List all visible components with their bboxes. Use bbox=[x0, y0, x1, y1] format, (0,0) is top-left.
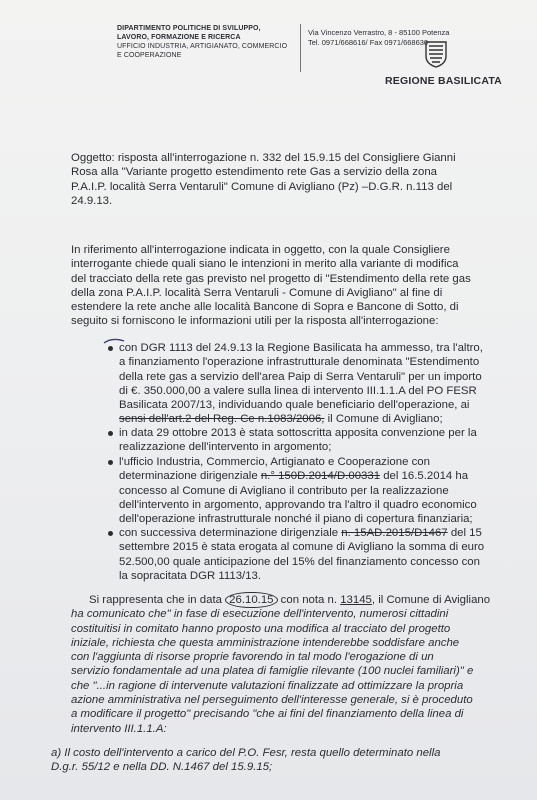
bullet-line: dell'operazione infrastrutturale nonché il piano di copertura finanziaria; bbox=[119, 513, 473, 526]
dept-line: DIPARTIMENTO POLITICHE DI SVILUPPO, bbox=[117, 25, 261, 32]
struck-text: n.° 150D.2014/D.00331 bbox=[260, 470, 381, 483]
bullet-line: in data 29 ottobre 2013 è stata sottoscritta apposita convenzione per la bbox=[119, 427, 477, 439]
bullet-line: settembre 2015 è stata erogata al comune di Avigliano la somma di euro bbox=[119, 541, 485, 554]
intro-line: estendere la rete anche alle località Bancone di Sopra e Bancone di Sotto, di bbox=[71, 301, 459, 314]
closing-line: servizio fondamentale ad una platea di famiglie rilevante (100 nuclei familiari)" e bbox=[71, 665, 474, 678]
subject-line: Oggetto: risposta all'interrogazione n. 332 del 15.9.15 del Consigliere Gianni bbox=[71, 152, 456, 164]
circled-date: 26.10.15 bbox=[225, 592, 277, 608]
bullet-line: della rete gas a servizio dell'area Paip di Serra Ventaruli" per un importo bbox=[119, 370, 482, 383]
subject-line: P.A.I.P. località Serra Ventaruli" Comune di Avigliano (Pz) –D.G.R. n.113 del bbox=[71, 180, 453, 193]
subject-line: 24.9.13. bbox=[71, 194, 113, 207]
bullet-line: realizzazione dell'intervento in argomento; bbox=[119, 441, 332, 454]
office-line: E COOPERAZIONE bbox=[117, 52, 182, 59]
closing-line: iniziale, richiesta che questa amministrazione intenderebbe soddisfare anche bbox=[71, 636, 460, 649]
intro-line: interrogante chiede quali siano le intenzioni in merito alla variante di modifica bbox=[71, 258, 459, 271]
bullet-line bbox=[119, 526, 519, 540]
phone-fax: Tel. 0971/668616/ Fax 0971/668630 bbox=[308, 38, 429, 47]
closing-line: costituitisi in comitato hanno proposto una modifica al tracciato del progetto bbox=[71, 622, 451, 635]
bullet-line: l'ufficio Industria, Commercio, Artigianato e Cooperazione con bbox=[119, 456, 430, 468]
bullet-line: concesso al Comune di Avigliano il contributo per la realizzazione bbox=[119, 484, 449, 497]
closing-text: , il Comune di Avigliano bbox=[371, 594, 491, 606]
dept-line: LAVORO, FORMAZIONE E RICERCA bbox=[117, 34, 241, 41]
struck-text: sensi dell'art.2 del Reg. Ce n.1083/2006, bbox=[119, 413, 325, 426]
bullet-text: determinazione dirigenziale bbox=[119, 470, 258, 483]
bullet-line: dell'intervento in argomento, approvando tra l'altro il quadro economico bbox=[119, 498, 477, 511]
bullet-item bbox=[119, 426, 519, 455]
region-name: REGIONE BASILICATA bbox=[385, 75, 502, 87]
office-line: UFFICIO INDUSTRIA, ARTIGIANATO, COMMERCIO bbox=[117, 43, 288, 50]
point-a-line: a) Il costo dell'intervento a carico del P.O. Fesr, resta quello determinato nella bbox=[51, 747, 441, 759]
bullet-line: di €. 350.000,00 a valere sulla linea di intervento III.1.1.A del PO FESR bbox=[119, 384, 477, 397]
bullet-marker bbox=[108, 460, 113, 465]
point-a bbox=[51, 746, 491, 775]
closing-line: ha comunicato che" in fase di esecuzione dell'intervento, numerosi cittadini bbox=[71, 608, 449, 621]
bullet-item bbox=[119, 341, 519, 427]
header-divider bbox=[300, 24, 301, 72]
bullet-text: con successiva determinazione dirigenziale bbox=[119, 527, 339, 539]
intro-line: seguito si forniscono le informazioni utili per la risposta all'interrogazione: bbox=[71, 315, 439, 328]
subject-line: Rosa alla "Variante progetto estendimento rete Gas a servizio della zona bbox=[71, 166, 438, 179]
closing-line: che "...in ragione di intervenute valutazioni finalizzate ad ottimizzare la propria bbox=[71, 679, 464, 692]
point-a-line: D.g.r. 55/12 e nella DD. N.1467 del 15.9.15; bbox=[51, 761, 273, 774]
bullet-text: il Comune di Avigliano; bbox=[324, 413, 443, 426]
bullet-text: del 15 bbox=[447, 527, 482, 539]
intro-line: In riferimento all'interrogazione indicata in oggetto, con la quale Consigliere bbox=[71, 244, 450, 256]
intro-paragraph bbox=[71, 243, 511, 329]
intro-line: del tracciato della rete gas previsto nel progetto di "Estendimento della rete gas bbox=[71, 272, 471, 285]
bullet-text: del 16.5.2014 ha bbox=[380, 470, 469, 483]
intro-line: della zona P.A.I.P. località Serra Ventaruli - Comune di Avigliano" al fine di bbox=[71, 286, 443, 299]
bullet-line: con DGR 1113 del 24.9.13 la Regione Basilicata ha ammesso, tra l'altro, bbox=[119, 342, 483, 354]
bullet-line bbox=[119, 412, 519, 426]
bullet-line bbox=[119, 469, 519, 483]
closing-line: intervento III.1.1.A: bbox=[71, 722, 167, 735]
bullet-line: Basilicata 2007/13, individuando quale beneficiario dell'operazione, ai bbox=[119, 399, 470, 412]
bullet-item bbox=[119, 455, 519, 526]
struck-text: n. 15AD.2015/D1467 bbox=[341, 527, 448, 539]
bullet-line: 52.500,00 quale anticipazione del 15% del finanziamento concesso con bbox=[119, 555, 480, 568]
bullet-marker bbox=[108, 531, 113, 536]
address: Via Vincenzo Verrastro, 8 - 85100 Potenza bbox=[308, 28, 450, 37]
underlined-note-number: 13145 bbox=[340, 594, 372, 606]
subject-block bbox=[71, 151, 511, 208]
closing-line bbox=[71, 593, 511, 607]
closing-line: con l'aggiunta di risorse proprie favorendo in tal modo l'erogazione di un bbox=[71, 651, 434, 664]
bullet-line: la sopracitata DGR 1113/13. bbox=[119, 569, 262, 582]
closing-text: Si rappresenta che in data bbox=[89, 594, 226, 606]
bullet-marker bbox=[108, 346, 113, 351]
department-header bbox=[117, 24, 307, 60]
closing-line: azione amministrativa nel perseguimento dell'interesse generale, si è proceduto bbox=[71, 694, 473, 707]
bullet-item bbox=[119, 526, 519, 583]
closing-text: con nota n. bbox=[277, 594, 341, 606]
basilicata-coat-of-arms-icon bbox=[425, 40, 447, 68]
bullet-line: a finanziamento l'operazione infrastrutturale denominata "Estendimento bbox=[119, 356, 480, 369]
closing-line: a modificare il progetto" precisando "che ai fini del finanziamento della linea di bbox=[71, 708, 464, 721]
bullet-marker bbox=[108, 431, 113, 436]
closing-paragraph bbox=[71, 593, 511, 736]
